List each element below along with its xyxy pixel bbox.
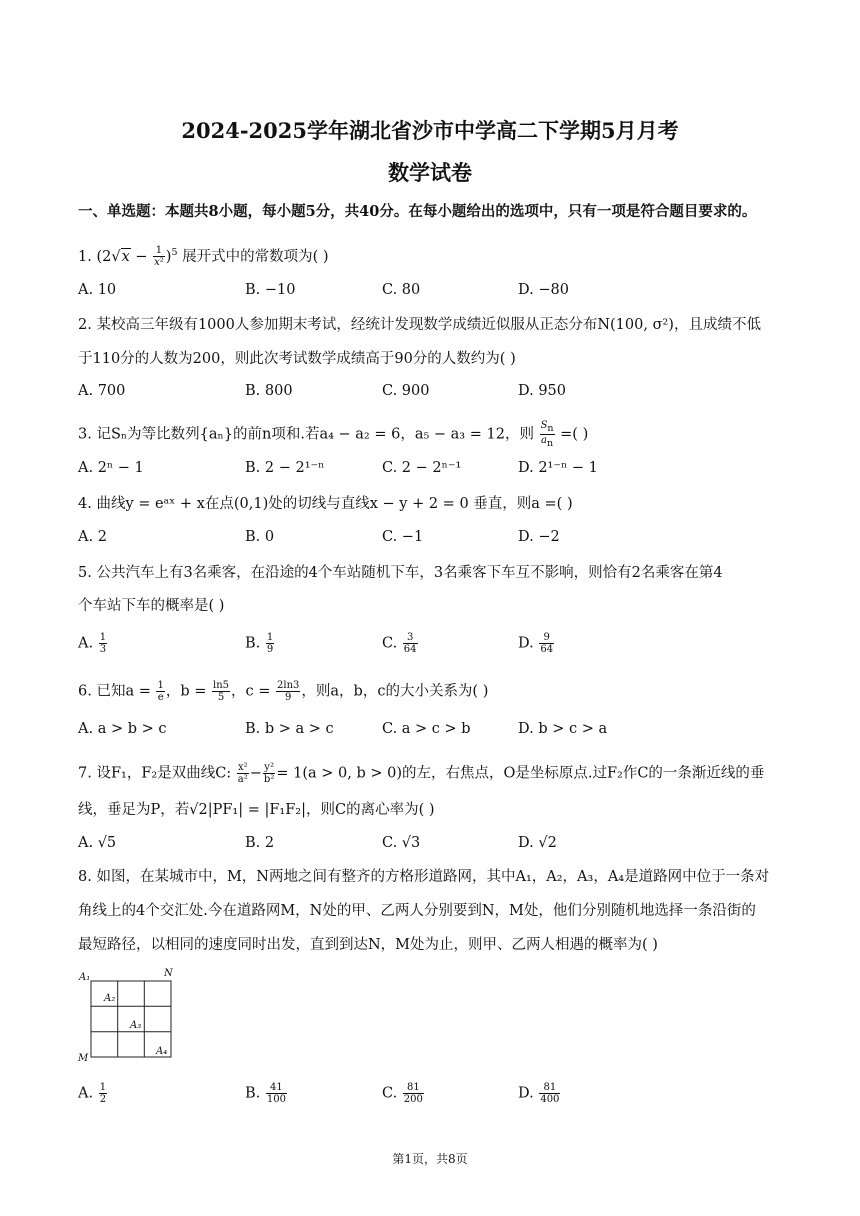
label-a4: A₄: [156, 1046, 168, 1057]
q6-option-c: C. a > c > b: [382, 721, 471, 737]
question-7-line-2: 线，垂足为P，若√2|PF₁| = |F₁F₂|，则C的离心率为( ): [78, 802, 435, 818]
label-a2: A₂: [104, 993, 116, 1004]
q5-d-label: D.: [518, 635, 534, 652]
question-3: 3. 记Sₙ为等比数列{aₙ}的前n项和.若a₄ − a₂ = 6，a₅ − a₃ = 12，则 $\frac{S_n}{a_n}$ =( ): [78, 420, 589, 449]
q6-a-den: e: [157, 692, 164, 703]
q7-x-num: x²: [237, 762, 248, 773]
q7-option-a: A. √5: [78, 835, 117, 851]
q1-option-a: A. 10: [78, 282, 117, 298]
q2-option-d: D. 950: [518, 383, 567, 399]
q7-y-num: y²: [264, 762, 274, 773]
q6-c-num: 2ln3: [277, 680, 300, 691]
q5-c-num: 3: [403, 632, 418, 644]
q6-tail: ，则a，b，c的大小关系为( ): [301, 683, 489, 700]
q5-c-den: 64: [403, 644, 417, 655]
road-grid-figure: [76, 966, 186, 1064]
q8-c-num: 81: [403, 1082, 424, 1094]
q6-a-num: 1: [157, 680, 164, 691]
q2-option-c: C. 900: [382, 383, 430, 399]
q4-option-a: A. 2: [78, 529, 107, 545]
q4-option-b: B. 0: [245, 529, 275, 545]
q8-c-den: 200: [403, 1094, 423, 1105]
q8-d-label: D.: [518, 1085, 534, 1102]
q4-option-d: D. −2: [518, 529, 560, 545]
section-heading: 一、单选题：本题共8小题，每小题5分，共40分。在每小题给出的选项中，只有一项是符合题目要求的。: [78, 203, 757, 220]
q8-c-label: C.: [382, 1085, 398, 1102]
q3-text: 3. 记Sₙ为等比数列{aₙ}的前n项和.若a₄ − a₂ = 6，a₅ − a₃ = 12，则: [78, 426, 534, 443]
q6-option-d: D. b > c > a: [518, 721, 608, 737]
q6-option-a: A. a > b > c: [78, 721, 167, 737]
q3-tail: =( ): [560, 426, 589, 443]
q5-b-num: 1: [266, 632, 274, 643]
q3-option-d: D. 2¹⁻ⁿ − 1: [518, 460, 598, 476]
q5-a-num: 1: [99, 632, 107, 643]
q6-b-den: 5: [217, 692, 225, 703]
q3-option-c: C. 2 − 2ⁿ⁻¹: [382, 460, 462, 476]
q6-c-den: 9: [285, 692, 292, 703]
q2-option-a: A. 700: [78, 383, 126, 399]
question-8-line-2: 角线上的4个交汇处.今在道路网M，N处的甲、乙两人分别要到N，M处，他们分别随机地选择一条沿街的: [78, 903, 756, 919]
q5-b-den: 9: [266, 644, 274, 655]
q8-option-b: [245, 1082, 288, 1105]
q5-a-den: 3: [99, 644, 107, 655]
label-a3: A₃: [130, 1020, 142, 1031]
question-6: [78, 680, 488, 703]
q2-option-b: B. 800: [245, 383, 293, 399]
question-5-line-1: 5. 公共汽车上有3名乘客，在沿途的4个车站随机下车，3名乘客下车互不影响，则恰有2名乘客在第4: [78, 565, 723, 581]
q6-prefix: 6. 已知a =: [78, 683, 151, 700]
q7-post: = 1(a > 0, b > 0)的左，右焦点，O是坐标原点.过F₂作C的一条渐近线的垂: [276, 765, 765, 782]
q7-option-c: C. √3: [382, 835, 421, 851]
q8-b-den: 100: [266, 1094, 286, 1105]
q5-option-b: [245, 632, 275, 655]
q5-b-label: B.: [245, 635, 261, 652]
q7-option-b: B. 2: [245, 835, 275, 851]
q1-option-b: B. −10: [245, 282, 296, 298]
q8-d-den: 400: [540, 1094, 560, 1105]
q5-option-c: [382, 632, 419, 655]
q8-option-a: [78, 1082, 108, 1105]
q5-c-label: C.: [382, 635, 398, 652]
q5-option-d: [518, 632, 555, 655]
q8-option-d: [518, 1082, 561, 1105]
q4-option-c: C. −1: [382, 529, 424, 545]
q5-option-a: [78, 632, 108, 655]
question-8-line-1: 8. 如图，在某城市中，M，N两地之间有整齐的方格形道路网，其中A₁，A₂，A₃，A₄是道路网中位于一条对: [78, 869, 770, 885]
question-5-line-2: 个车站下车的概率是( ): [78, 598, 225, 614]
q7-y-den: b²: [263, 774, 275, 785]
q3-option-a: A. 2ⁿ − 1: [78, 460, 144, 476]
q5-d-num: 9: [539, 632, 554, 644]
q8-d-num: 81: [539, 1082, 560, 1094]
q7-minus: −: [249, 765, 262, 782]
q3-option-b: B. 2 − 2¹⁻ⁿ: [245, 460, 325, 476]
q5-d-den: 64: [540, 644, 554, 655]
q8-a-den: 2: [99, 1094, 107, 1105]
question-4: 4. 曲线y = eᵃˣ + x在点(0,1)处的切线与直线x − y + 2 = 0 垂直，则a =( ): [78, 496, 573, 512]
label-m: M: [78, 1053, 89, 1064]
q1-option-c: C. 80: [382, 282, 421, 298]
q1-option-d: D. −80: [518, 282, 569, 298]
question-2-line-2: 于110分的人数为200，则此次考试数学成绩高于90分的人数约为( ): [78, 351, 516, 367]
q5-a-label: A.: [78, 635, 94, 652]
q7-option-d: D. √2: [518, 835, 557, 851]
q6-option-b: B. b > a > c: [245, 721, 334, 737]
label-a1: A₁: [79, 972, 91, 983]
exam-title: 2024-2025学年湖北省沙市中学高二下学期5月月考: [181, 118, 679, 143]
q7-x-den: a²: [237, 774, 248, 785]
question-8-line-3: 最短路径，以相同的速度同时出发，直到到达N，M处为止，则甲、乙两人相遇的概率为( ): [78, 937, 658, 953]
exam-subtitle: 数学试卷: [388, 160, 472, 185]
q8-a-label: A.: [78, 1085, 94, 1102]
q8-b-num: 41: [266, 1082, 287, 1094]
q6-c-label: ，c =: [231, 683, 271, 700]
q8-a-num: 1: [99, 1082, 107, 1093]
q8-option-c: [382, 1082, 425, 1105]
q6-b-label: ，b =: [165, 683, 207, 700]
q7-pre: 7. 设F₁，F₂是双曲线C:: [78, 765, 232, 782]
label-n: N: [164, 968, 173, 979]
question-2-line-1: 2. 某校高三年级有1000人参加期末考试，经统计发现数学成绩近似服从正态分布N(100, σ²)，且成绩不低: [78, 317, 761, 333]
q6-b-num: ln5: [213, 680, 230, 691]
q1-text: 展开式中的常数项为( ): [182, 248, 329, 265]
page-footer: 第1页，共8页: [392, 1152, 468, 1166]
question-1: 1. (2√x − $\frac{1}{\text{x²}}$ )$^5$ 展开式中的常数项为( ): [78, 245, 329, 269]
q8-b-label: B.: [245, 1085, 261, 1102]
question-7-line-1: [78, 762, 764, 785]
